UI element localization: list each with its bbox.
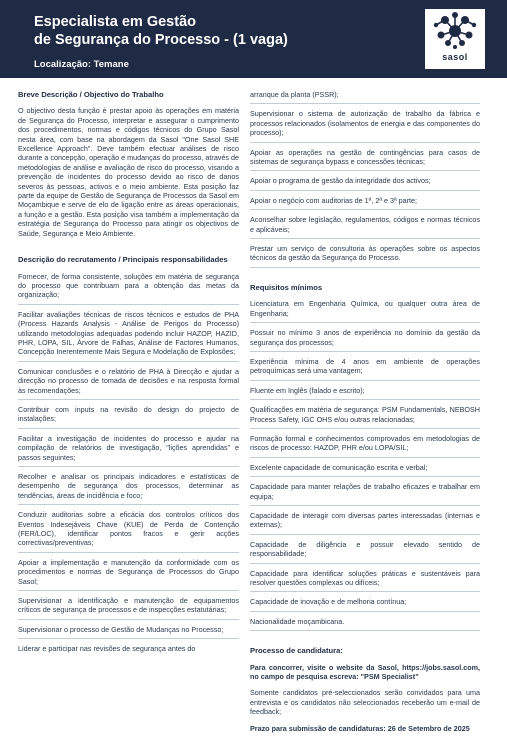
list-item: Recolher e analisar os principais indicadores e estatísticas de desempenho de segurança dos processos, determinar as tendências, áreas de incidência e foco; bbox=[18, 472, 239, 505]
recruitment-heading: Descrição do recrutamento / Principais responsabilidades bbox=[18, 255, 228, 265]
list-item: Aconselhar sobre legislação, regulamentos, códigos e normas técnicos e aplicáveis; bbox=[250, 215, 480, 239]
requirement-item: Formação formal e conhecimentos comprovados em metodologias de riscos de processo: HAZOP, PHR e/ou LOPA/SIL; bbox=[250, 434, 480, 458]
requirement-item: Capacidade de diligência e possuir elevado sentido de responsabilidade; bbox=[250, 540, 480, 564]
list-item: Supervisionar o processo de Gestão de Mudanças no Processo; bbox=[18, 625, 239, 639]
list-item: Fornecer, de forma consistente, soluções em matéria de segurança do processo que contribuam para a obtenção das metas da organização; bbox=[18, 272, 239, 305]
application-heading: Processo de candidatura: bbox=[250, 646, 343, 656]
application-instruction: Para concorrer, visite o website da Sasol, https://jobs.sasol.com, no campo de pesquisa escreva: "PSM Specialist" bbox=[250, 662, 480, 682]
requirement-item: Fluente em Inglês (falado e escrito); bbox=[250, 386, 480, 400]
requirement-item: Qualificações em matéria de segurança: PSM Fundamentals, NEBOSH Process Safety, IGC OHS e/ou outras relacionadas; bbox=[250, 405, 480, 429]
requirement-item: Capacidade para manter relações de trabalho eficazes e trabalhar em equipa; bbox=[250, 482, 480, 506]
requirement-item: Capacidade para identificar soluções práticas e sustentáveis para resolver questões complexas ou difíceis; bbox=[250, 569, 480, 593]
list-item: Apoiar o negócio com auditorias de 1ª, 2ª e 3ª parte; bbox=[250, 196, 480, 210]
page-header bbox=[0, 0, 507, 78]
left-column bbox=[18, 90, 239, 661]
requirement-item: Possuir no mínimo 3 anos de experiência no domínio da gestão da segurança dos processos; bbox=[250, 328, 480, 352]
title-line-2: de Segurança do Processo - (1 vaga) bbox=[34, 32, 288, 48]
list-item: Facilitar avaliações técnicas de riscos técnicos e estudos de PHA (Process Hazards Analysis - Análise de Perigos do Processo) utilizando metodologias adequadas podendo incluir HAZOP, HAZID, PHR, LOPA, SIL, Árvore de Falhas, Análise de Factores Humanos, Concepção Inerentemente Mais Segura e Modelação de Explosões; bbox=[18, 310, 239, 362]
requirement-item: Excelente capacidade de comunicação escrita e verbal; bbox=[250, 463, 480, 477]
list-item: Apoiar as operações na gestão de contingências para casos de sistemas de segurança bypass e concessões técnicas; bbox=[250, 148, 480, 172]
list-item: Comunicar conclusões e o relatório de PHA à Direcção e ajudar a direcção no processo de tomada de decisões e na resposta formal às recomendações; bbox=[18, 367, 239, 400]
application-note: Somente candidatos pré-seleccionados serão convidados para uma entrevista e os candidatos não seleccionados receberão um e-mail de feedback; bbox=[250, 688, 480, 717]
job-location: Localização: Temane bbox=[34, 59, 129, 70]
sasol-logo-text: sasol bbox=[442, 52, 468, 62]
title-line-1: Especialista em Gestão bbox=[34, 14, 196, 30]
requirement-item: Capacidade de interagir com diversas partes interessadas (internas e externas); bbox=[250, 511, 480, 535]
list-item-continued-end: arranque da planta (PSSR); bbox=[250, 90, 480, 104]
brief-paragraph: O objectivo desta função é prestar apoio às operações em matéria de Segurança do Processo, interpretar e assegurar o cumprimento dos procedimentos, normas e códigos técnicos do Grupo Sasol nesta área, com base na abordagem da Sasol "One Sasol SHE Excellence Approach". Deve também efectuar análises de risco durante a concepção, operação e mudanças do processo, através de metodologias de análise e avaliação de risco do processo, visando a prevenção de incidentes do processo devido ao risco de danos severos às pessoas, activos e o meio ambiente. Esta posição faz parte da equipe de Gestão de Segurança de Processos da Sasol em Moçambique e serve de elo de ligação entre as áreas operacionais, a função e a gestão. Esta posição visa também a implementação da estratégia de Segurança do Processo para atingir os objectivos de Saúde, Segurança e Meio Ambiente. bbox=[18, 106, 239, 238]
requirement-item: Capacidade de inovação e de melhoria contínua; bbox=[250, 597, 480, 611]
list-item: Supervisionar o sistema de autorização de trabalho da fábrica e processos relacionados (isolamentos de energia e das componentes do processo); bbox=[250, 109, 480, 142]
requirement-item: Experiência mínima de 4 anos em ambiente de operações petroquímicas será uma vantagem; bbox=[250, 357, 480, 381]
requirements-heading: Requisitos mínimos bbox=[250, 282, 323, 292]
list-item: Contribuir com inputs na revisão do design do projecto de instalações; bbox=[18, 405, 239, 429]
list-item: Apoiar a implementação e manutenção da conformidade com os procedimentos e normas de Segurança de Processos do Grupo Sasol; bbox=[18, 558, 239, 591]
page-title bbox=[34, 13, 288, 49]
list-item-continued-start: Liderar e participar nas revisões de segurança antes do bbox=[18, 644, 196, 654]
right-column bbox=[250, 90, 480, 740]
sasol-molecule-icon bbox=[425, 9, 485, 53]
list-item: Facilitar a investigação de incidentes do processo e ajudar na compilação de relatórios de investigação, "lições aprendidas" e passos seguintes; bbox=[18, 434, 239, 467]
application-deadline: Prazo para submissão de candidaturas: 26 de Setembro de 2025 bbox=[250, 723, 470, 733]
list-item: Apoiar o programa de gestão da integridade dos activos; bbox=[250, 176, 480, 190]
requirement-item: Nacionalidade moçambicana. bbox=[250, 617, 480, 631]
list-item: Supervisionar a identificação e manutenção de equipamentos críticos de segurança de processos e de inspecções estatutárias; bbox=[18, 596, 239, 620]
sasol-logo bbox=[425, 9, 485, 69]
brief-heading: Breve Descrição / Objectivo do Trabalho bbox=[18, 90, 164, 99]
requirement-item: Licenciatura em Engenharia Química, ou qualquer outra área de Engenharia; bbox=[250, 299, 480, 323]
list-item: Prestar um serviço de consultoria às operações sobre os aspectos técnicos da gestão da Segurança do Processo. bbox=[250, 244, 480, 268]
list-item: Conduzir auditorias sobre a eficácia dos controlos críticos dos Eventos Indesejáveis Chave (KUE) de Perda de Contenção (FER/LOC), identificar pontos fracos e gerir acções correctivas/preventivas; bbox=[18, 510, 239, 553]
